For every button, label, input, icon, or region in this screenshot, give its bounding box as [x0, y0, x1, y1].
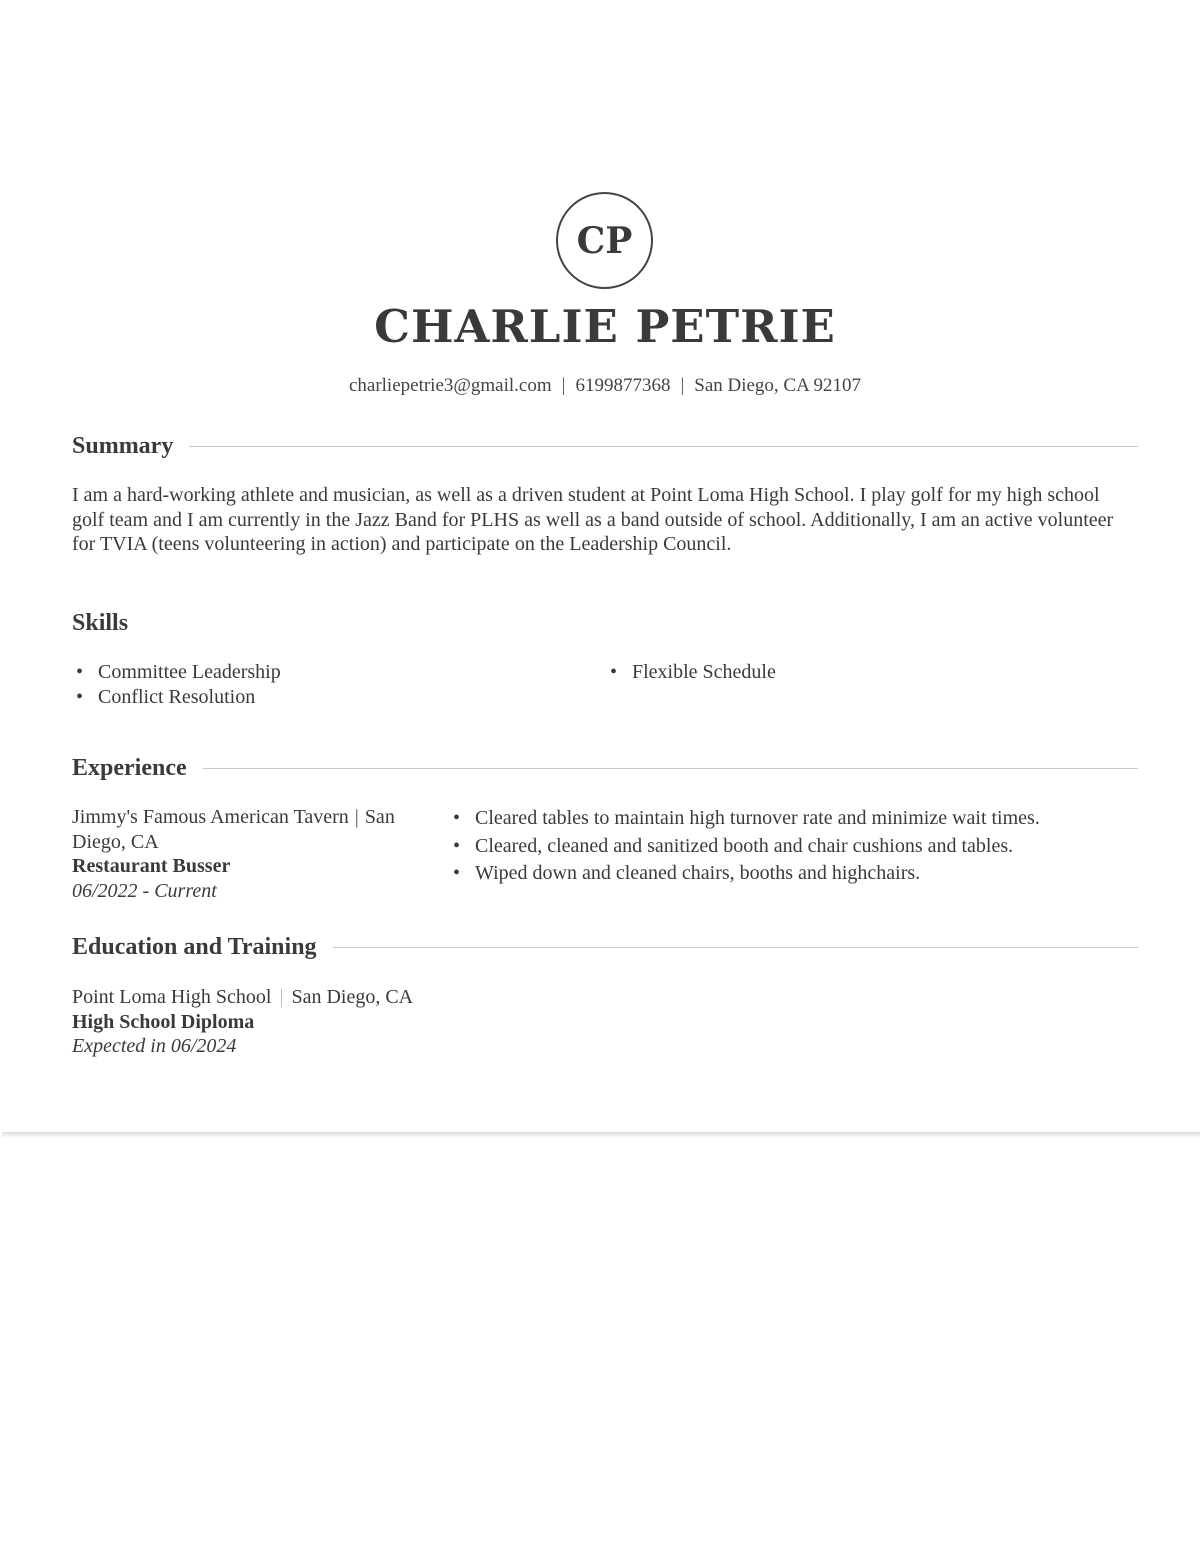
- page-edge-shadow: [2, 1132, 1200, 1138]
- monogram-badge: [556, 192, 653, 289]
- education-heading: Education and Training: [72, 934, 317, 960]
- skills-list-left: [72, 660, 281, 710]
- experience-bullet: • Wiped down and cleaned chairs, booths and highchairs.: [450, 860, 1170, 888]
- education-section-header: [72, 934, 1138, 961]
- job-dates: 06/2022 - Current: [72, 879, 217, 902]
- contact-line: [0, 375, 1200, 397]
- section-divider: [203, 768, 1138, 769]
- experience-bullet: • Cleared, cleaned and sanitized booth and chair cushions and tables.: [450, 833, 1170, 861]
- employer-line: [72, 805, 450, 854]
- skills-list-right: [606, 660, 776, 685]
- skills-section-header: [72, 610, 1138, 637]
- skill-item: • Flexible Schedule: [606, 660, 776, 685]
- experience-section-header: [72, 755, 1138, 782]
- employer-separator: |: [354, 806, 359, 828]
- job-title: Restaurant Busser: [72, 855, 231, 877]
- skill-item: • Conflict Resolution: [72, 685, 281, 710]
- school-line: [72, 985, 672, 1010]
- skill-item: • Committee Leadership: [72, 660, 281, 685]
- school-separator: |: [279, 986, 284, 1008]
- summary-text: I am a hard-working athlete and musician, as well as a driven student at Point Loma High School. I play golf for my high school golf team and I am currently in the Jazz Band for PLHS as well as a band outside of school. Additionally, I am an active volunteer for TVIA (teens volunteering in action) and participate on the Leadership Council.: [72, 484, 1114, 555]
- experience-bullets: [450, 805, 1170, 888]
- contact-phone: 6199877368: [575, 375, 671, 396]
- education-entry: [72, 985, 672, 1059]
- section-divider: [333, 947, 1138, 948]
- contact-email: charliepetrie3@gmail.com: [348, 375, 552, 396]
- skills-heading: Skills: [72, 610, 129, 636]
- monogram-text: CP: [576, 219, 633, 262]
- summary-heading: Summary: [72, 433, 174, 459]
- section-divider: [189, 446, 1138, 447]
- experience-job-info: [72, 805, 450, 903]
- school-location: San Diego, CA: [291, 986, 414, 1008]
- experience-bullet: • Cleared tables to maintain high turnover rate and minimize wait times.: [450, 805, 1170, 833]
- employer-name: Jimmy's Famous American Tavern: [72, 806, 349, 828]
- degree-dates: Expected in 06/2024: [72, 1035, 237, 1057]
- summary-section-header: [72, 433, 1138, 460]
- school-name: Point Loma High School: [72, 986, 272, 1008]
- contact-location: San Diego, CA 92107: [694, 375, 862, 396]
- degree-name: High School Diploma: [72, 1010, 255, 1033]
- employer-location: San Diego, CA: [72, 806, 395, 853]
- experience-heading: Experience: [72, 755, 187, 781]
- contact-separator: |: [680, 375, 685, 396]
- contact-separator: |: [561, 375, 566, 396]
- candidate-name: CHARLIE PETRIE: [374, 300, 836, 353]
